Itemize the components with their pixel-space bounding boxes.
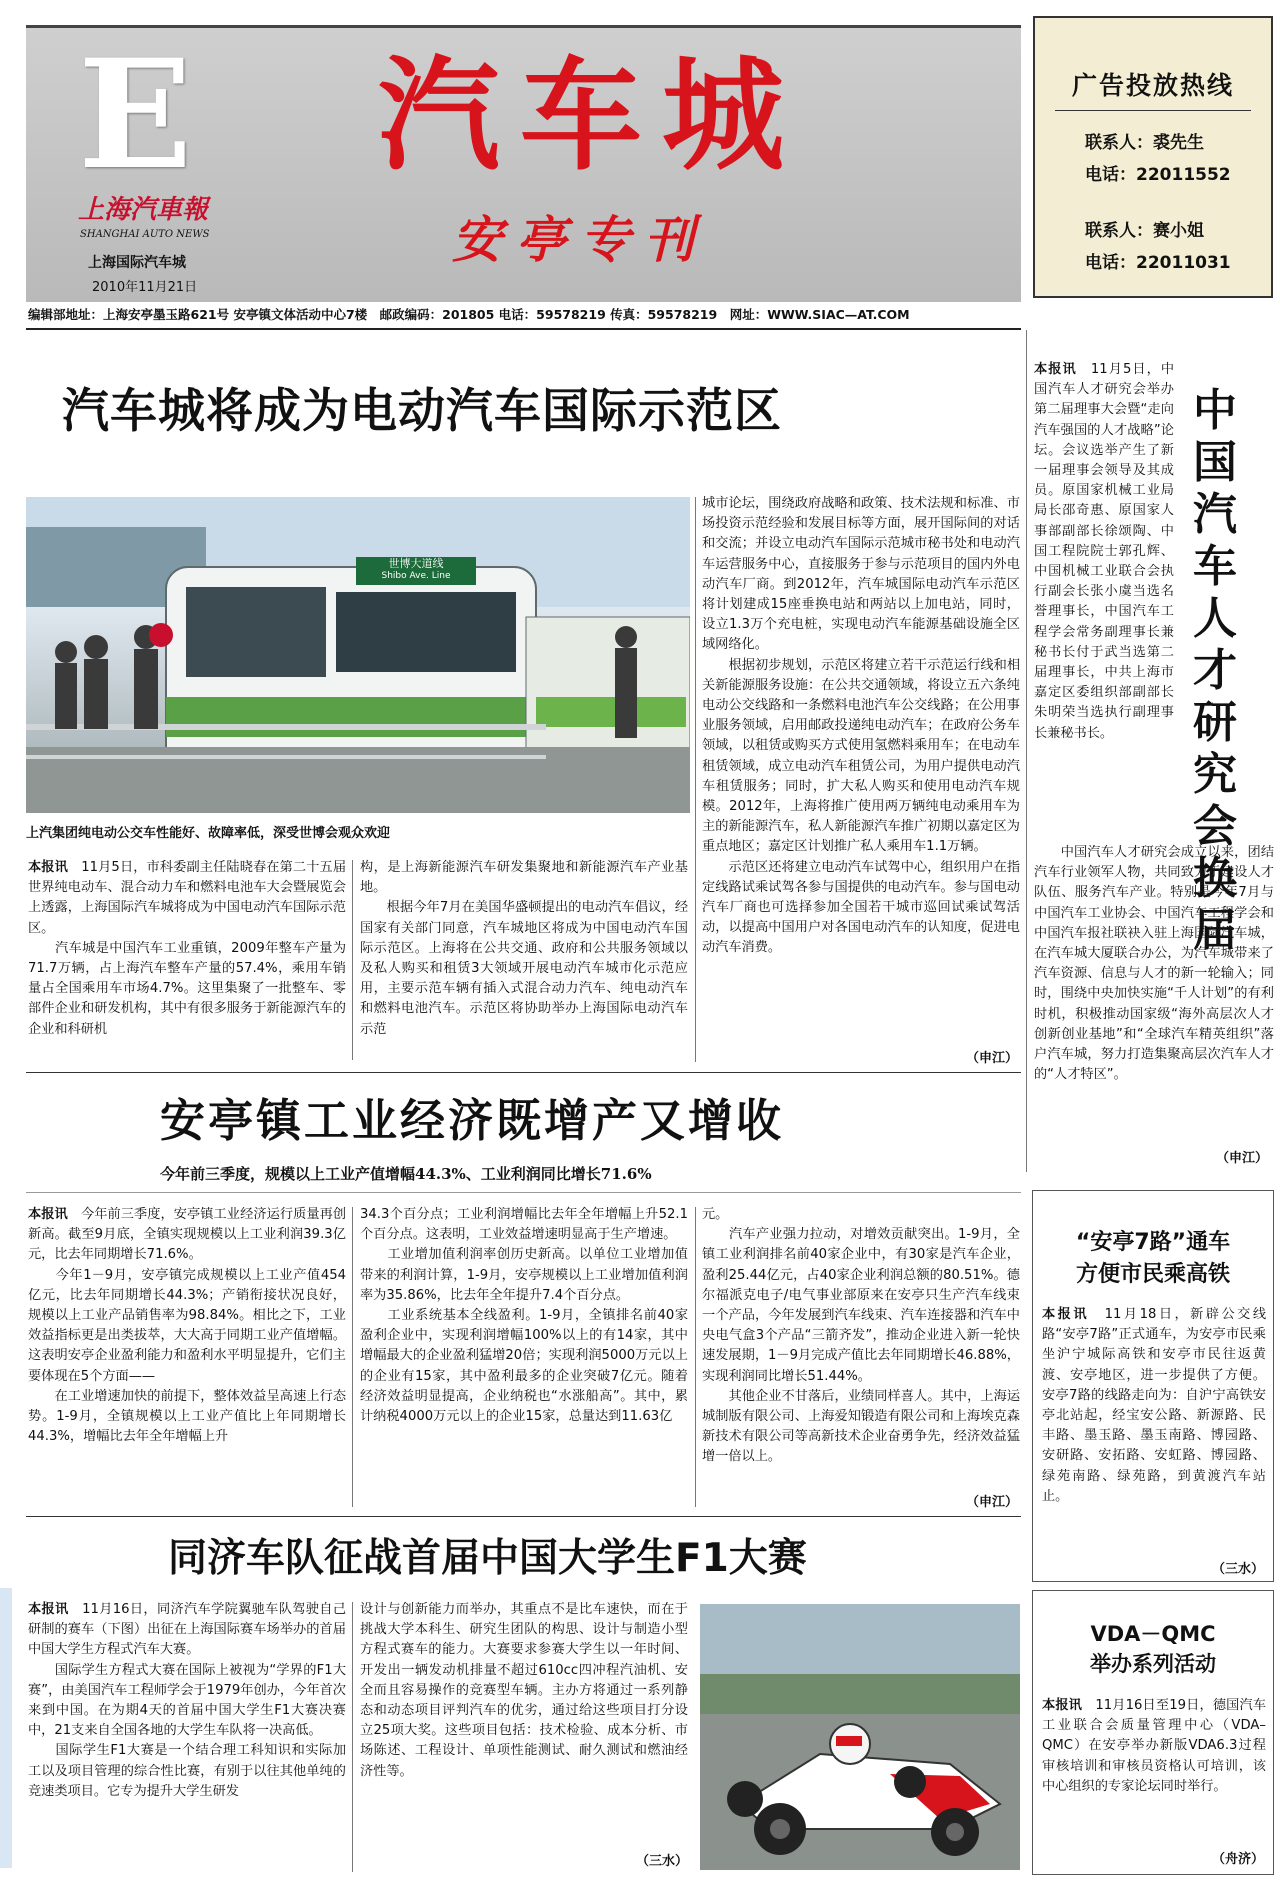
ad-phone-2: 电话：22011031 — [1085, 253, 1231, 273]
byline: 本报讯 — [28, 860, 68, 875]
article2-col-2 — [360, 1205, 688, 1510]
article3-credit: （三水） — [635, 1854, 688, 1869]
article2-text: 其他企业不甘落后，业绩同样喜人。其中，上海运城制版有限公司、上海爱知锻造有限公司和上海埃克森新技术有限公司等高新技术企业奋勇争先，经济效益猛增一倍以上。 — [702, 1388, 1020, 1465]
masthead-letter: E — [78, 27, 193, 203]
article3-text: 国际学生方程式大赛在国际上被视为“学界的F1大赛”，由美国汽车工程师学会于1979年创办，今年首次来到中国。在为期4天的首届中国大学生F1大赛决赛中，21支来自全国各地的大学生车队将一决高低。 — [28, 1662, 346, 1739]
article1-col2-para — [360, 898, 688, 1039]
article2-col-1 — [28, 1205, 346, 1510]
ad-contact-1: 联系人：裘先生 — [1085, 133, 1204, 153]
bus-photo — [26, 497, 690, 813]
column-divider — [352, 1207, 353, 1507]
article2-col3-para — [702, 1205, 1020, 1225]
article1-col1-para — [28, 858, 346, 939]
article1-col1-para — [28, 939, 346, 1040]
article2-text: 汽车产业强力拉动，对增效贡献突出。1-9月，全镇工业利润排名前40家企业中，有30家是汽车企业，盈利25.44亿元，占40家企业利润总额的80.51%。德尔福派克电子/电气事业部原来在安亭只生产汽车线束一个产品，今年发展到汽车线束、汽车连接器和汽车中央电气盒3个产品“三箭齐发”，推动企业进入新一轮快速发展期，1－9月完成产值比去年同期增长46.88%，实现利润同比增长51.44%。 — [702, 1227, 1020, 1384]
ad-contact-2: 联系人：赛小姐 — [1085, 221, 1204, 241]
bus-sign-en: Shibo Ave. Line — [381, 571, 451, 581]
article3-col1-para — [28, 1661, 346, 1742]
masthead-rule — [26, 328, 1021, 330]
byline: 本报讯 — [1042, 1698, 1083, 1713]
sidebar1-headline: 中国汽车人才研究会换届 — [1193, 385, 1237, 956]
sidebar1-text: 11月5日，中国汽车人才研究会举办第二届理事大会暨“走向汽车强国的人才战略”论坛。会议选举产生了新一届理事会领导及其成员。原国家机械工业局局长邵奇惠、原国家人事部副部长徐颂陶、中国工程院院士郭孔辉、中国机械工业联合会执行副会长张小虞当选名誉理事长，中国汽车工程学会常务副理事长兼秘书长付于武当选第二届理事长，中共上海市嘉定区委组织部副部长朱明荣当选执行副理事长兼秘书长。 — [1034, 362, 1174, 741]
article2-col1-para — [28, 1387, 346, 1448]
section-rule — [26, 1072, 1021, 1073]
byline: 本报讯 — [28, 1602, 69, 1617]
article2-credit: （申江） — [965, 1495, 1018, 1510]
article2-text: 今年前三季度，安亭镇工业经济运行质量再创新高。截至9月底，全镇实现规模以上工业利润39.3亿元，比去年同期增长71.6%。 — [28, 1207, 346, 1263]
article1-credit: （申江） — [965, 1051, 1018, 1066]
article1-headline: 汽车城将成为电动汽车国际示范区 — [62, 384, 782, 439]
article1-text: 根据初步规划，示范区将建立若干示范运行线和相关新能源服务设施：在公共交通领域，将设立五六条纯电动公交线路和一条燃料电池汽车公交线路；在公用事业服务领域，启用邮政投递纯电动汽车；在政府公务车领域，以租赁或购买方式使用氢燃料乘用车；在电动车租赁领域，成立电动汽车租赁公司，为用户提供电动汽车租赁服务；同时，扩大私人购买和使用电动汽车规模。2012年，上海将推广使用两万辆纯电动乘用车为主的新能源汽车，私人新能源汽车推广初期以嘉定区为重点地区；嘉定区计划推广私人乘用车1.1万辆。 — [702, 657, 1020, 855]
article1-text: 汽车城是中国汽车工业重镇，2009年整车产量为71.7万辆，占上海汽车整车产量的57.4%，乘用车销量占全国乘用车市场4.7%。这里集聚了一批整车、零部件企业和研发机构，其中有很多服务于新能源汽车的企业和科研机 — [28, 940, 346, 1037]
race-car-photo — [700, 1604, 1020, 1870]
sidebar2-text: 11月18日，新辟公交线路“安亭7路”正式通车，为安亭市民乘坐沪宁城际高铁和安亭市民往返黄渡、安亭地区，进一步提供了方便。安亭7路的线路走向为：自沪宁高铁安亭北站起，经宝安公路、新源路、民丰路、墨玉路、墨玉南路、博园路、安研路、安拓路、安虹路、博园路、绿苑南路、绿苑路，到黄渡汽车站止。 — [1042, 1307, 1266, 1504]
section-rule — [26, 1516, 1021, 1517]
article2-col1-para — [28, 1205, 346, 1266]
article1-text: 构，是上海新能源汽车研发集聚地和新能源汽车产业基地。 — [360, 860, 688, 896]
sidebar-divider — [1026, 330, 1027, 1172]
article2-text: 在工业增速加快的前提下，整体效益呈高速上行态势。1-9月，全镇规模以上工业产值比上年同期增长44.3%，增幅比去年全年增幅上升 — [28, 1388, 346, 1445]
section-rule — [26, 1192, 1021, 1193]
sidebar1-text: 中国汽车人才研究会成立以来，团结汽车行业领军人物，共同致力于建设人才队伍、服务汽车产业。特别是今年7月与中国汽车工业协会、中国汽车工程学会和中国汽车报社联袂入驻上海国际汽车城，在汽车城大厦联合办公，为汽车城带来了汽车资源、信息与人才的新一轮输入；同时，围绕中央加快实施“千人计划”的有利时机，积极推动国家级“海外高层次人才创新创业基地”和“全球汽车精英组织”落户汽车城，努力打造集聚高层次汽车人才的“人才特区”。 — [1034, 845, 1274, 1083]
sidebar2-headline-line2: 方便市民乘高铁 — [1075, 1262, 1230, 1287]
sidebar1-para — [1034, 843, 1274, 1085]
sidebar2-para — [1042, 1305, 1266, 1507]
race-car-illustration — [700, 1604, 1020, 1870]
article3-text: 国际学生F1大赛是一个结合理工科知识和实际加工以及项目管理的综合性比赛，有别于以往其他单纯的竞速类项目。它专为提升大学生研发 — [28, 1743, 346, 1799]
masthead-subtitle: 安亭专刊 — [452, 210, 708, 269]
article2-subheadline: 今年前三季度，规模以上工业产值增幅44.3%、工业利润同比增长71.6% — [160, 1165, 652, 1183]
article3-col2-para — [360, 1600, 688, 1782]
bus-photo-caption: 上汽集团纯电动公交车性能好、故障率低，深受世博会观众欢迎 — [26, 826, 391, 841]
article3-col-1 — [28, 1600, 346, 1870]
ad-divider — [1055, 110, 1251, 111]
sidebar3-text: 11月16日至19日，德国汽车工业联合会质量管理中心（VDA–QMC）在安亭举办新版VDA6.3过程审核培训和审核员资格认可培训，该中心组织的专家论坛同时举行。 — [1042, 1698, 1266, 1794]
byline: 本报讯 — [1042, 1307, 1089, 1322]
column-divider — [695, 1207, 696, 1507]
sidebar2-headline-line1: “安亭7路”通车 — [1075, 1230, 1231, 1255]
article3-col-2 — [360, 1600, 688, 1850]
article1-col-1 — [28, 858, 346, 1068]
ad-box — [1033, 16, 1273, 298]
sidebar3-headline-line1: VDA－QMC — [1090, 1622, 1216, 1646]
paper-name-en: SHANGHAI AUTO NEWS — [80, 229, 210, 240]
article1-col3-para — [702, 494, 1020, 656]
article1-text: 城市论坛，围绕政府战略和政策、技术法规和标准、市场投资示范经验和发展目标等方面，展开国际间的对话和交流；并设立电动汽车国际示范城市秘书处和电动汽车运营服务中心，直接服务于参与示范项目的国内外电动汽车厂商。到2012年，汽车城国际电动汽车示范区将计划建成15座垂换电站和两站以上加电站，同时，设立1.3万个充电桩，实现电动汽车能源基础设施全区域网络化。 — [702, 496, 1020, 653]
sidebar2-body — [1042, 1305, 1266, 1560]
article1-text: 示范区还将建立电动汽车试驾中心，组织用户在指定线路试乘试驾各参与国提供的电动汽车。参与国电动汽车厂商也可选择参加全国若干城市巡回试乘试驾活动，以提高中国用户对各国电动汽车的认知度，促进电动汽车消费。 — [702, 859, 1020, 956]
article2-headline: 安亭镇工业经济既增产又增收 — [160, 1094, 785, 1147]
article2-col1-para — [28, 1266, 346, 1387]
column-divider — [695, 497, 696, 1062]
article2-col3-para — [702, 1387, 1020, 1468]
article3-col1-para — [28, 1600, 346, 1661]
article2-text: 工业增加值利润率创历史新高。以单位工业增加值带来的利润计算，1-9月，安亭规模以上工业增加值利润率为35.86%，比去年全年提升7.4个百分点。 — [360, 1247, 688, 1303]
sidebar3-headline-line2: 举办系列活动 — [1090, 1652, 1216, 1676]
sidebar1-credit: （申江） — [1215, 1151, 1268, 1166]
article1-col-3 — [702, 494, 1020, 1066]
article3-accent-bar — [0, 1588, 12, 1868]
ad-phone-1: 电话：22011552 — [1085, 165, 1231, 185]
column-divider — [352, 1602, 353, 1872]
byline: 本报讯 — [1034, 362, 1077, 377]
paper-name-cn: 上海汽車報 — [78, 195, 209, 225]
article3-col1-para — [28, 1741, 346, 1802]
column-divider — [352, 860, 353, 1060]
bus-sign-cn: 世博大道线 — [388, 557, 444, 570]
sidebar1-para — [1034, 360, 1174, 744]
masthead-title: 汽车城 — [378, 43, 804, 187]
article2-col-3 — [702, 1205, 1020, 1510]
article2-text: 今年1－9月，安亭镇完成规模以上工业产值454亿元，比去年同期增长44.3%；产销衔接状况良好，规模以上工业产品销售率为98.84%。相比之下，工业效益指标更是出类拔萃，大大高于同期工业产值增幅。这表明安亭企业盈利能力和盈利水平明显提升，它们主要体现在5个方面—— — [28, 1267, 346, 1384]
article3-headline: 同济车队征战首届中国大学生F1大赛 — [168, 1536, 807, 1581]
sidebar2-credit: （三水） — [1211, 1562, 1264, 1577]
article1-col3-para — [702, 656, 1020, 858]
sidebar1-intro — [1034, 360, 1174, 840]
masthead-info-line: 编辑部地址：上海安亭墨玉路621号 安亭镇文体活动中心7楼 邮政编码：201805 电话：59578219 传真：59578219 网址：WWW.SIAC—AT.COM — [28, 307, 910, 322]
city-label: 上海国际汽车城 — [88, 255, 186, 271]
ad-title: 广告投放热线 — [1071, 71, 1234, 100]
article2-text: 34.3个百分点；工业利润增幅比去年全年增幅上升52.1个百分点。这表明，工业效益增速明显高于生产增速。 — [360, 1207, 688, 1243]
article1-col3-para — [702, 858, 1020, 959]
article2-col2-para — [360, 1306, 688, 1427]
article2-col2-para — [360, 1205, 688, 1245]
article2-col3-para — [702, 1225, 1020, 1387]
article1-text: 根据今年7月在美国华盛顿提出的电动汽车倡议，经国家有关部门同意，汽车城地区将成为中国电动汽车国际示范区。上海将在公共交通、政府和公共服务领域以及私人购买和租赁3大领域开展电动汽车城市化示范应用，主要示范车辆有插入式混合动力汽车、纯电动汽车和燃料电池汽车。示范区将协助举办上海国际电动汽车示范 — [360, 900, 688, 1037]
bus-destination-sign — [356, 557, 476, 585]
article1-text: 11月5日，市科委副主任陆晓春在第二十五届世界纯电动车、混合动力车和燃料电池车大会暨展览会上透露，上海国际汽车城将成为中国电动汽车国际示范区。 — [28, 860, 346, 936]
sidebar3-para — [1042, 1696, 1266, 1797]
issue-date: 2010年11月21日 — [92, 280, 198, 295]
article1-col2-para — [360, 858, 688, 898]
article2-text: 元。 — [702, 1207, 729, 1222]
article2-text: 工业系统基本全线盈利。1-9月，全镇排名前40家盈利企业中，实现利润增幅100%以上的有14家，其中增幅最大的企业盈利猛增20倍；实现利润5000万元以上的企业有15家，其中盈利最多的企业突破7亿元。随着经济效益明显提高，企业纳税也“水涨船高”。其中，累计纳税4000万元以上的企业15家，总量达到11.63亿 — [360, 1308, 688, 1425]
bus-photo-illustration — [26, 497, 690, 813]
article3-text: 11月16日，同济汽车学院翼驰车队驾驶自己研制的赛车（下图）出征在上海国际赛车场举办的首届中国大学生方程式汽车大赛。 — [28, 1602, 346, 1658]
byline: 本报讯 — [28, 1207, 68, 1222]
sidebar3-credit: （舟济） — [1211, 1852, 1264, 1867]
article1-col-2 — [360, 858, 688, 1068]
article2-col2-para — [360, 1245, 688, 1306]
article3-text: 设计与创新能力而举办，其重点不是比车速快，而在于挑战大学本科生、研究生团队的构思、设计与制造小型方程式赛车的能力。大赛要求参赛大学生以一年时间、开发出一辆发动机排量不超过610cc四冲程汽油机、安全而且容易操作的竞赛型车辆。主办方将通过一系列静态和动态项目评判汽车的优劣，通过给这些项目打分设立25项大奖。这些项目包括：技术检验、成本分析、市场陈述、工程设计、单项性能测试、耐久测试和燃油经济性等。 — [360, 1602, 688, 1779]
sidebar1-body — [1034, 843, 1274, 1133]
sidebar3-body — [1042, 1696, 1266, 1846]
